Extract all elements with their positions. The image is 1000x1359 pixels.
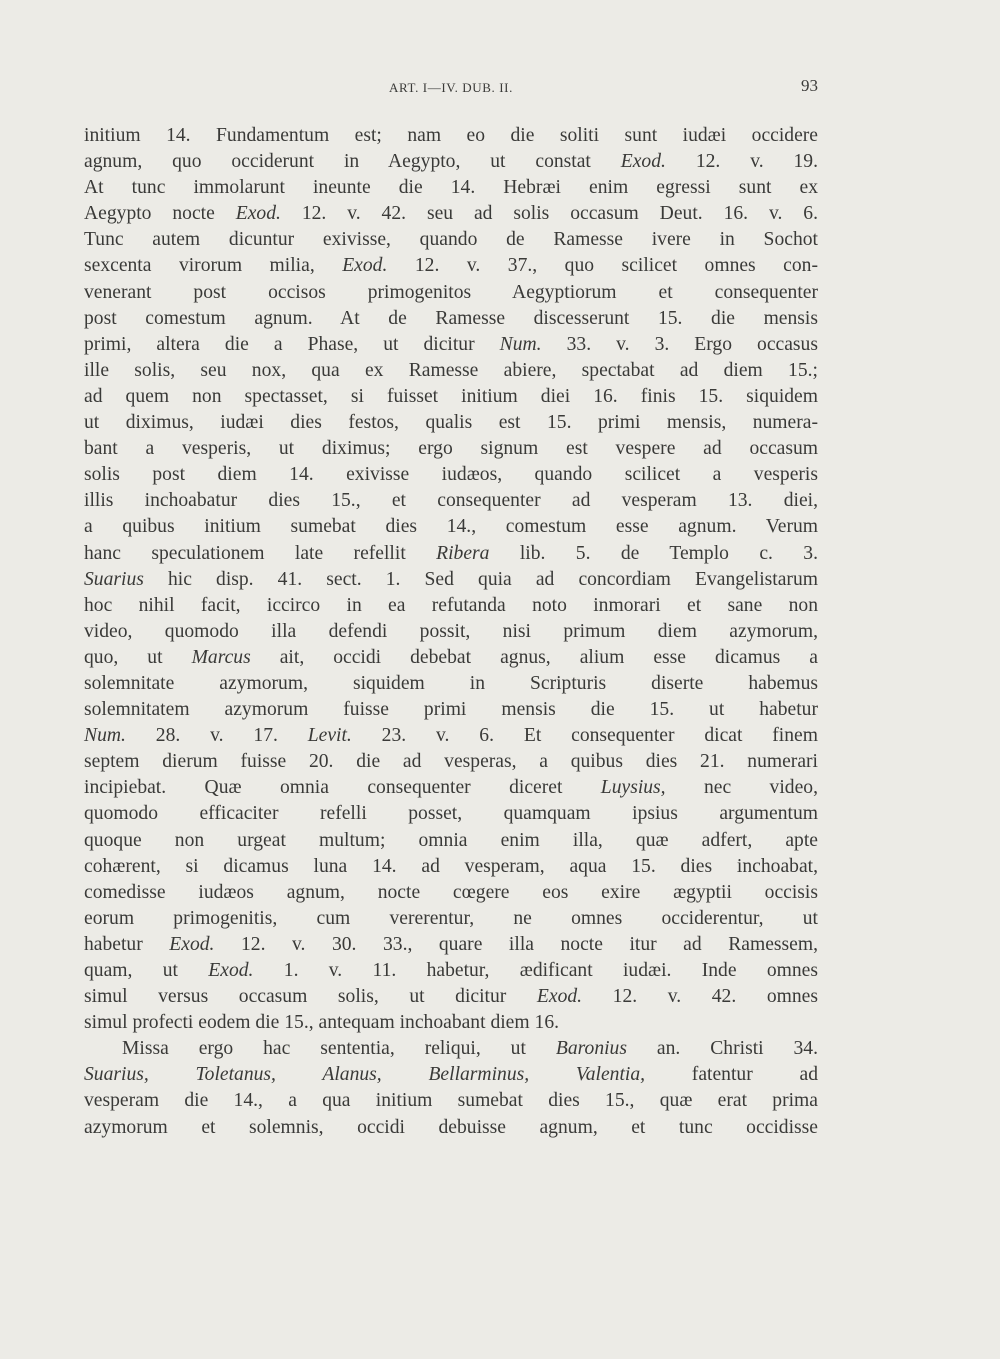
text-segment: venerant post occisos primogenitos Aegyptiorum et consequenter [84,281,818,303]
italic-reference: Marcus [191,646,251,668]
text-line [84,854,818,880]
text-line [84,828,818,854]
text-line [84,775,818,801]
text-line [84,932,818,958]
italic-reference: Levit. [307,725,352,747]
text-segment: hic disp. 41. sect. 1. Sed quia ad concordiam Evangelistarum [143,568,818,590]
text-segment: simul profecti eodem die 15., antequam inchoabant diem 16. [84,1012,560,1034]
text-segment: vesperam die 14., a qua initium sumebat dies 15., quæ erat prima [84,1090,818,1112]
text-segment: 12. v. 42. seu ad solis occasum Deut. 16. v. 6. [280,203,818,225]
text-line [84,149,818,175]
text-segment: a quibus initium sumebat dies 14., comestum esse agnum. Verum [84,516,818,538]
text-line [84,514,818,540]
text-line [84,358,818,384]
text-segment: fatentur ad [645,1064,818,1086]
text-segment: At tunc immolarunt ineunte die 14. Hebræi enim egressi sunt ex [84,177,818,199]
text-segment: an. Christi 34. [626,1038,818,1060]
text-segment: video, quomodo illa defendi possit, nisi primum diem azymorum, [84,620,818,642]
text-line [84,1010,818,1036]
text-segment: 12. v. 37., quo scilicet omnes con- [387,255,818,277]
text-segment: ut diximus, iudæi dies festos, qualis est 15. primi mensis, numera- [84,412,818,434]
italic-reference: Exod. [235,203,281,225]
text-segment: incipiebat. Quæ omnia consequenter diceret [84,777,601,799]
italic-reference: Exod. [208,960,254,981]
text-line [84,801,818,827]
text-segment: 12. v. 19. [665,151,818,173]
text-segment: initium 14. Fundamentum est; nam eo die soliti sunt iudæi occidere [84,125,818,146]
italic-reference: Exod. [169,933,215,955]
italic-reference: Baronius [555,1038,627,1060]
italic-reference: Ribera [436,542,490,564]
text-line [84,1036,818,1062]
text-segment: ille solis, seu nox, qua ex Ramesse abiere, spectabat ad diem 15.; [84,359,818,381]
text-line [84,906,818,932]
italic-reference: Exod. [536,986,583,1008]
text-segment: primi, altera die a Phase, ut dicitur [84,333,500,355]
text-line [84,984,818,1010]
text-segment: hoc nihil facit, iccirco in ea refutanda noto inmorari et sane non [84,594,818,616]
text-line [84,619,818,645]
body-text [84,123,818,1141]
text-segment: sexcenta virorum milia, [84,255,343,277]
italic-reference: Num. [84,725,126,747]
italic-reference: Luysius, [600,777,666,799]
text-segment: agnum, quo occiderunt in Aegypto, ut constat [84,151,621,173]
text-line [84,645,818,671]
text-line [84,1088,818,1114]
text-line [84,280,818,306]
text-segment: Missa ergo hac sententia, reliqui, ut [122,1038,556,1060]
text-segment: eorum primogenitis, cum vererentur, ne omnes occiderentur, ut [84,907,818,929]
text-line [84,123,818,149]
text-line [84,253,818,279]
text-segment: solemnitate azymorum, siquidem in Scripturis diserte habemus [84,672,818,694]
text-segment: quoque non urgeat multum; omnia enim illa, quæ adfert, apte [84,829,818,851]
text-segment: post comestum agnum. At de Ramesse discesserunt 15. die mensis [84,307,818,329]
text-segment: azymorum et solemnis, occidi debuisse agnum, et tunc occidisse [84,1116,818,1138]
text-segment: ad quem non spectasset, si fuisset initium diei 16. finis 15. siquidem [84,385,818,407]
text-segment: 33. v. 3. Ergo occasus [541,333,818,355]
italic-reference: Suarius [84,568,144,590]
text-segment: Aegypto nocte [84,203,236,225]
text-line [84,593,818,619]
text-segment: quo, ut [84,646,192,668]
text-line [84,958,818,984]
page-number: 93 [801,76,818,95]
italic-reference: Exod. [620,151,666,173]
text-line [84,1062,818,1088]
text-segment: illis inchoabatur dies 15., et consequenter ad vesperam 13. diei, [84,490,818,512]
text-line [84,384,818,410]
text-line [84,227,818,253]
running-head [84,76,818,100]
text-segment: cohærent, si dicamus luna 14. ad vesperam, aqua 15. dies inchoabat, [84,855,818,877]
running-head-title: ART. I—IV. DUB. II. [389,80,513,95]
text-line [84,567,818,593]
text-segment: septem dierum fuisse 20. die ad vesperas, a quibus dies 21. numerari [84,751,818,773]
text-line [84,175,818,201]
text-segment: nec video, [665,777,818,799]
text-line [84,1115,818,1141]
text-segment: lib. 5. de Templo c. 3. [489,542,818,564]
text-segment: quam, ut [84,960,209,981]
text-segment: habetur [84,933,170,955]
text-segment: solis post diem 14. exivisse iudæos, quando scilicet a vesperis [84,464,818,486]
text-line [84,306,818,332]
text-segment: Tunc autem dicuntur exivisse, quando de Ramesse ivere in Sochot [84,229,818,251]
text-line [84,541,818,567]
italic-reference: Num. [499,333,542,355]
text-line [84,410,818,436]
text-line [84,462,818,488]
text-segment: simul versus occasum solis, ut dicitur [84,986,537,1008]
text-segment: 12. v. 42. omnes [582,986,818,1008]
italic-reference: Exod. [342,255,388,277]
text-line [84,671,818,697]
text-line [84,880,818,906]
text-line [84,749,818,775]
text-line [84,201,818,227]
text-segment: ait, occidi debebat agnus, alium esse dicamus a [250,646,819,668]
text-segment: 12. v. 30. 33., quare illa nocte itur ad Ramessem, [214,933,818,955]
text-segment: bant a vesperis, ut diximus; ergo signum est vespere ad occasum [84,438,818,460]
text-line [84,332,818,358]
text-segment: 1. v. 11. habetur, ædificant iudæi. Inde omnes [253,960,818,981]
italic-reference: Suarius, Toletanus, Alanus, Bellarminus, Valentia, [84,1064,646,1086]
text-line [84,436,818,462]
text-segment: quomodo efficaciter refelli posset, quamquam ipsius argumentum [84,803,818,825]
text-segment: 23. v. 6. Et consequenter dicat finem [351,725,818,747]
text-line [84,723,818,749]
text-segment: hanc speculationem late refellit [84,542,437,564]
text-segment: comedisse iudæos agnum, nocte cœgere eos exire ægyptii occisis [84,881,818,903]
text-segment: solemnitatem azymorum fuisse primi mensis die 15. ut habetur [84,699,818,721]
text-line [84,697,818,723]
text-segment: 28. v. 17. [125,725,308,747]
text-line [84,488,818,514]
